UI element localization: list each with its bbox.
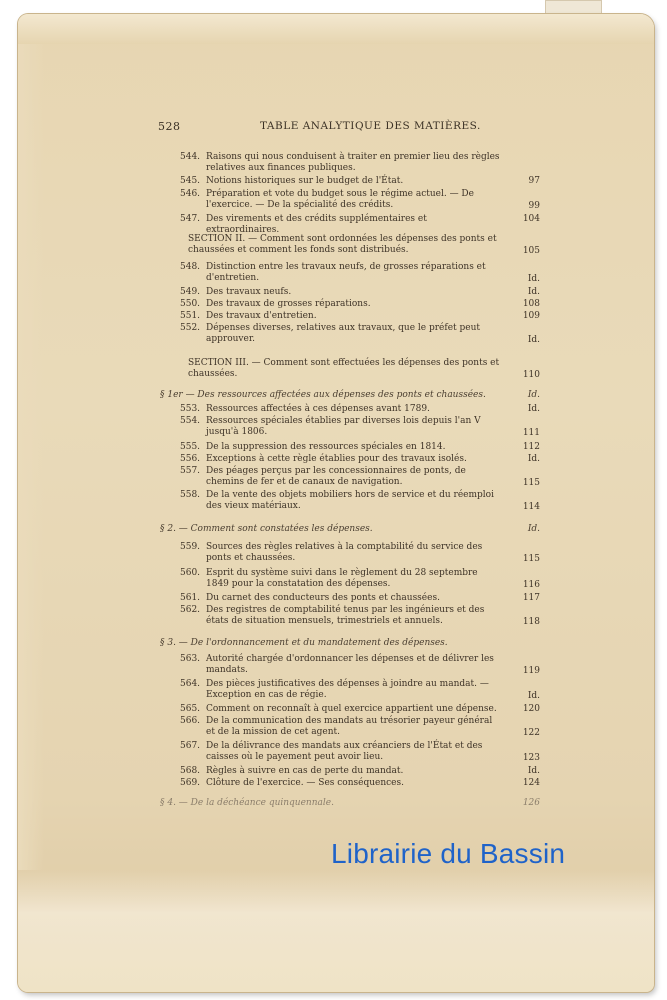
watermark-text: Librairie du Bassin <box>331 838 566 869</box>
printed-page: 528 TABLE ANALYTIQUE DES MATIÈRES. 544. Raisons qui nous conduisent à traiter en premier lieu des règles relatives aux finances publiques. 545. Notions historiques sur le budget de l'État. 97 546. Préparation et vote du budget sous le régime actuel. — De l'exercice. — De la spécialité des crédits. 99 547. Des virements et des crédits supplémentaires et extraordinaires. 104 SECTION II. — Comment sont ordonnées les dépenses des ponts et chaussées et comment les fonds sont distribués. 105 548. Distinction entre les travaux neufs, de grosses réparations et d'entretien. Id. 549. Des travaux neufs. Id. 550. Des travaux de grosses réparations. 108 551. Des travaux d'entretien. 109 552. Dépenses diverses, relatives aux travaux, que le préfet peut approuver. Id. SECTION III. — Comment sont effectuées les dépenses des ponts et chaussées. 110 § 1er — Des ressources affectées aux dépenses des ponts et chaussées. Id. 553. Ressources affectées à ces dépenses avant 1789. Id. 554. Ressources spéciales établies par diverses lois depuis l'an V jusqu'à 1806. 111 555. De la suppression des ressources spéciales en 1814. 112 556. Exceptions à cette règle établies pour des travaux isolés. Id. 557. Des péages perçus par les concessionnaires de ponts, de chemins de fer et de canaux de navigation. 115 558. De la vente des objets mobiliers hors de service et du réemploi des vieux matériaux. 114 § 2. — Comment sont constatées les dépenses. Id. 559. Sources des règles relatives à la comptabilité du service des ponts et chaussées. 115 560. Esprit du système suivi dans le règlement du 28 septembre 1849 pour la constatation des dépenses. 116 561. Du carnet des conducteurs des ponts et chaussées. 117 562. Des registres de comptabilité tenus par les ingénieurs et des états de situation mensuels, trimestriels et annuels. 118 § 3. — De l'ordonnancement et du mandatement des dépenses. 563. Autorité chargée d'ordonnancer les dépenses et de délivrer les mandats. 119 564. Des pièces justificatives des dépenses à joindre au mandat. — Exception en cas de régie. Id. 565. Comment on reconnaît à quel exercice appartient une dépense. 120 566. De la communication des mandats au trésorier payeur général et de la mission de cet agent. 122 567. De la délivrance des mandats aux créanciers de l'État et des caisses où le payement peut avoir lieu. 123 568. Règles à suivre en cas de perte du mandat. Id. 569. Clôture de l'exercice. — Ses conséquences. 124 § 4. — De la déchéance quinquennale. 126 <box>148 118 536 818</box>
page-title: TABLE ANALYTIQUE DES MATIÈRES. <box>260 120 481 132</box>
page-number: 528 <box>158 120 181 133</box>
wrapper-fold-left <box>18 44 44 870</box>
wrapper-fold-bottom <box>18 870 654 992</box>
page-header <box>148 118 536 138</box>
wrapper-fold-top <box>18 14 654 44</box>
